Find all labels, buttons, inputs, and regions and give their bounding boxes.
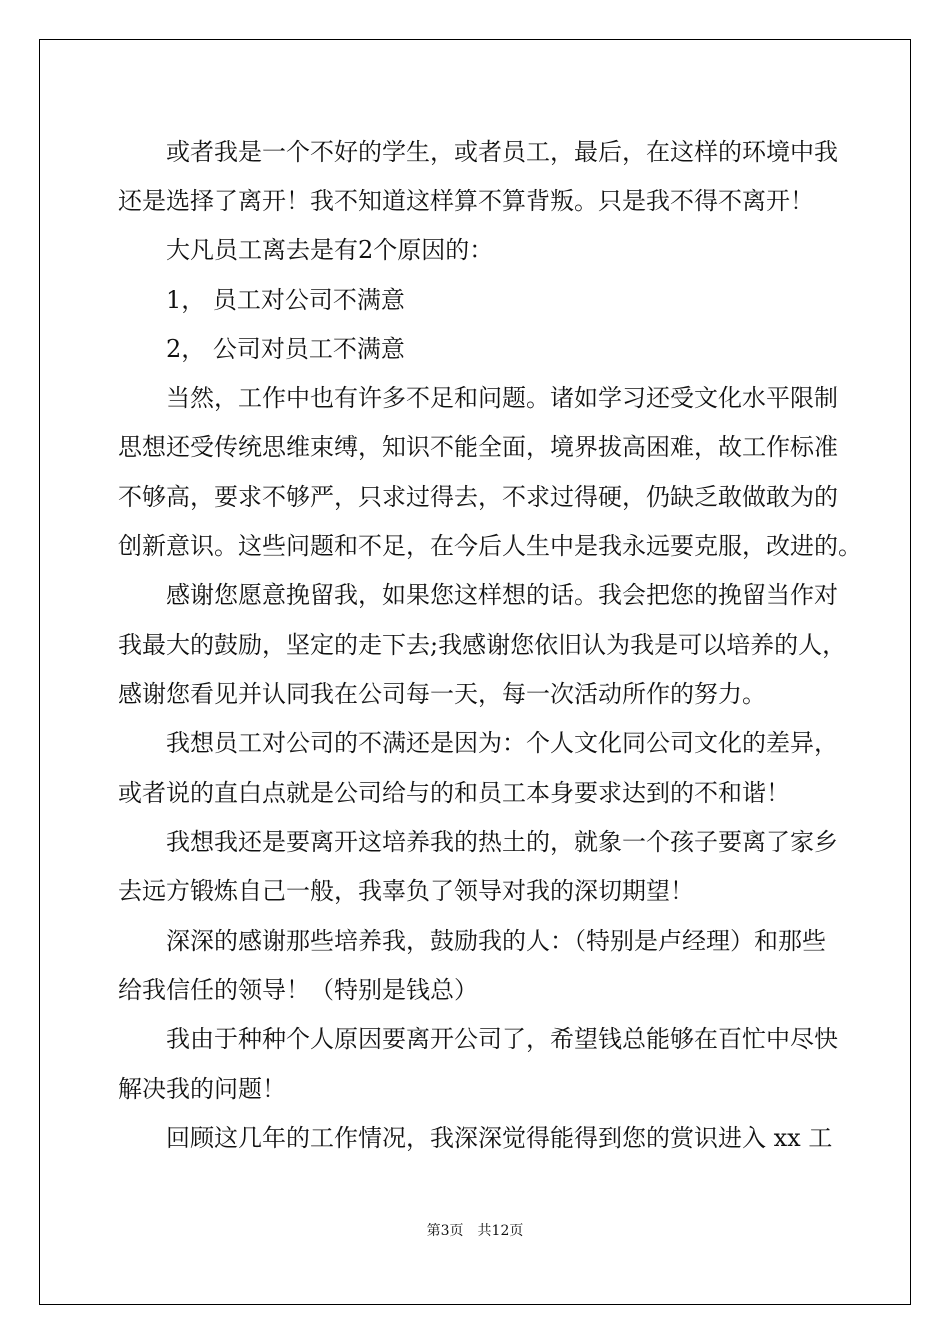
list-item: 2， 公司对员工不满意	[166, 335, 405, 363]
text-line: 我最大的鼓励，坚定的走下去;我感谢您依旧认为我是可以培养的人，	[118, 631, 847, 659]
text-line: 回顾这几年的工作情况，我深深觉得能得到您的赏识进入 xx 工	[166, 1124, 833, 1152]
text-line: 给我信任的领导！（特别是钱总）	[118, 976, 478, 1004]
text-line: 去远方锻炼自己一般，我辜负了领导对我的深切期望！	[118, 877, 694, 905]
text-line: 还是选择了离开！我不知道这样算不算背叛。只是我不得不离开！	[118, 187, 814, 215]
text-line: 或者说的直白点就是公司给与的和员工本身要求达到的不和谐！	[118, 779, 790, 807]
text-line: 我想我还是要离开这培养我的热土的，就象一个孩子要离了家乡	[166, 828, 838, 856]
text-line: 创新意识。这些问题和不足，在今后人生中是我永远要克服，改进的。	[118, 532, 862, 560]
text-line: 我想员工对公司的不满还是因为：个人文化同公司文化的差异，	[166, 729, 838, 757]
page-total: 共12页	[477, 1223, 524, 1239]
text-line: 感谢您看见并认同我在公司每一天，每一次活动所作的努力。	[118, 680, 766, 708]
text-line: 大凡员工离去是有2个原因的：	[166, 236, 494, 264]
text-line: 我由于种种个人原因要离开公司了，希望钱总能够在百忙中尽快	[166, 1025, 838, 1053]
text-line: 深深的感谢那些培养我，鼓励我的人：（特别是卢经理）和那些	[166, 927, 826, 955]
list-item: 1， 员工对公司不满意	[166, 286, 405, 314]
text-line: 不够高，要求不够严，只求过得去，不求过得硬，仍缺乏敢做敢为的	[118, 483, 838, 511]
text-line: 感谢您愿意挽留我，如果您这样想的话。我会把您的挽留当作对	[166, 581, 838, 609]
text-line: 或者我是一个不好的学生，或者员工，最后，在这样的环境中我	[166, 138, 838, 166]
page-footer	[0, 1220, 950, 1240]
text-line: 思想还受传统思维束缚，知识不能全面，境界拔高困难，故工作标准	[118, 433, 838, 461]
page-border	[39, 39, 911, 1305]
page-number: 第3页	[426, 1223, 464, 1239]
text-line: 当然，工作中也有许多不足和问题。诸如学习还受文化水平限制	[166, 384, 838, 412]
text-line: 解决我的问题！	[118, 1075, 286, 1103]
